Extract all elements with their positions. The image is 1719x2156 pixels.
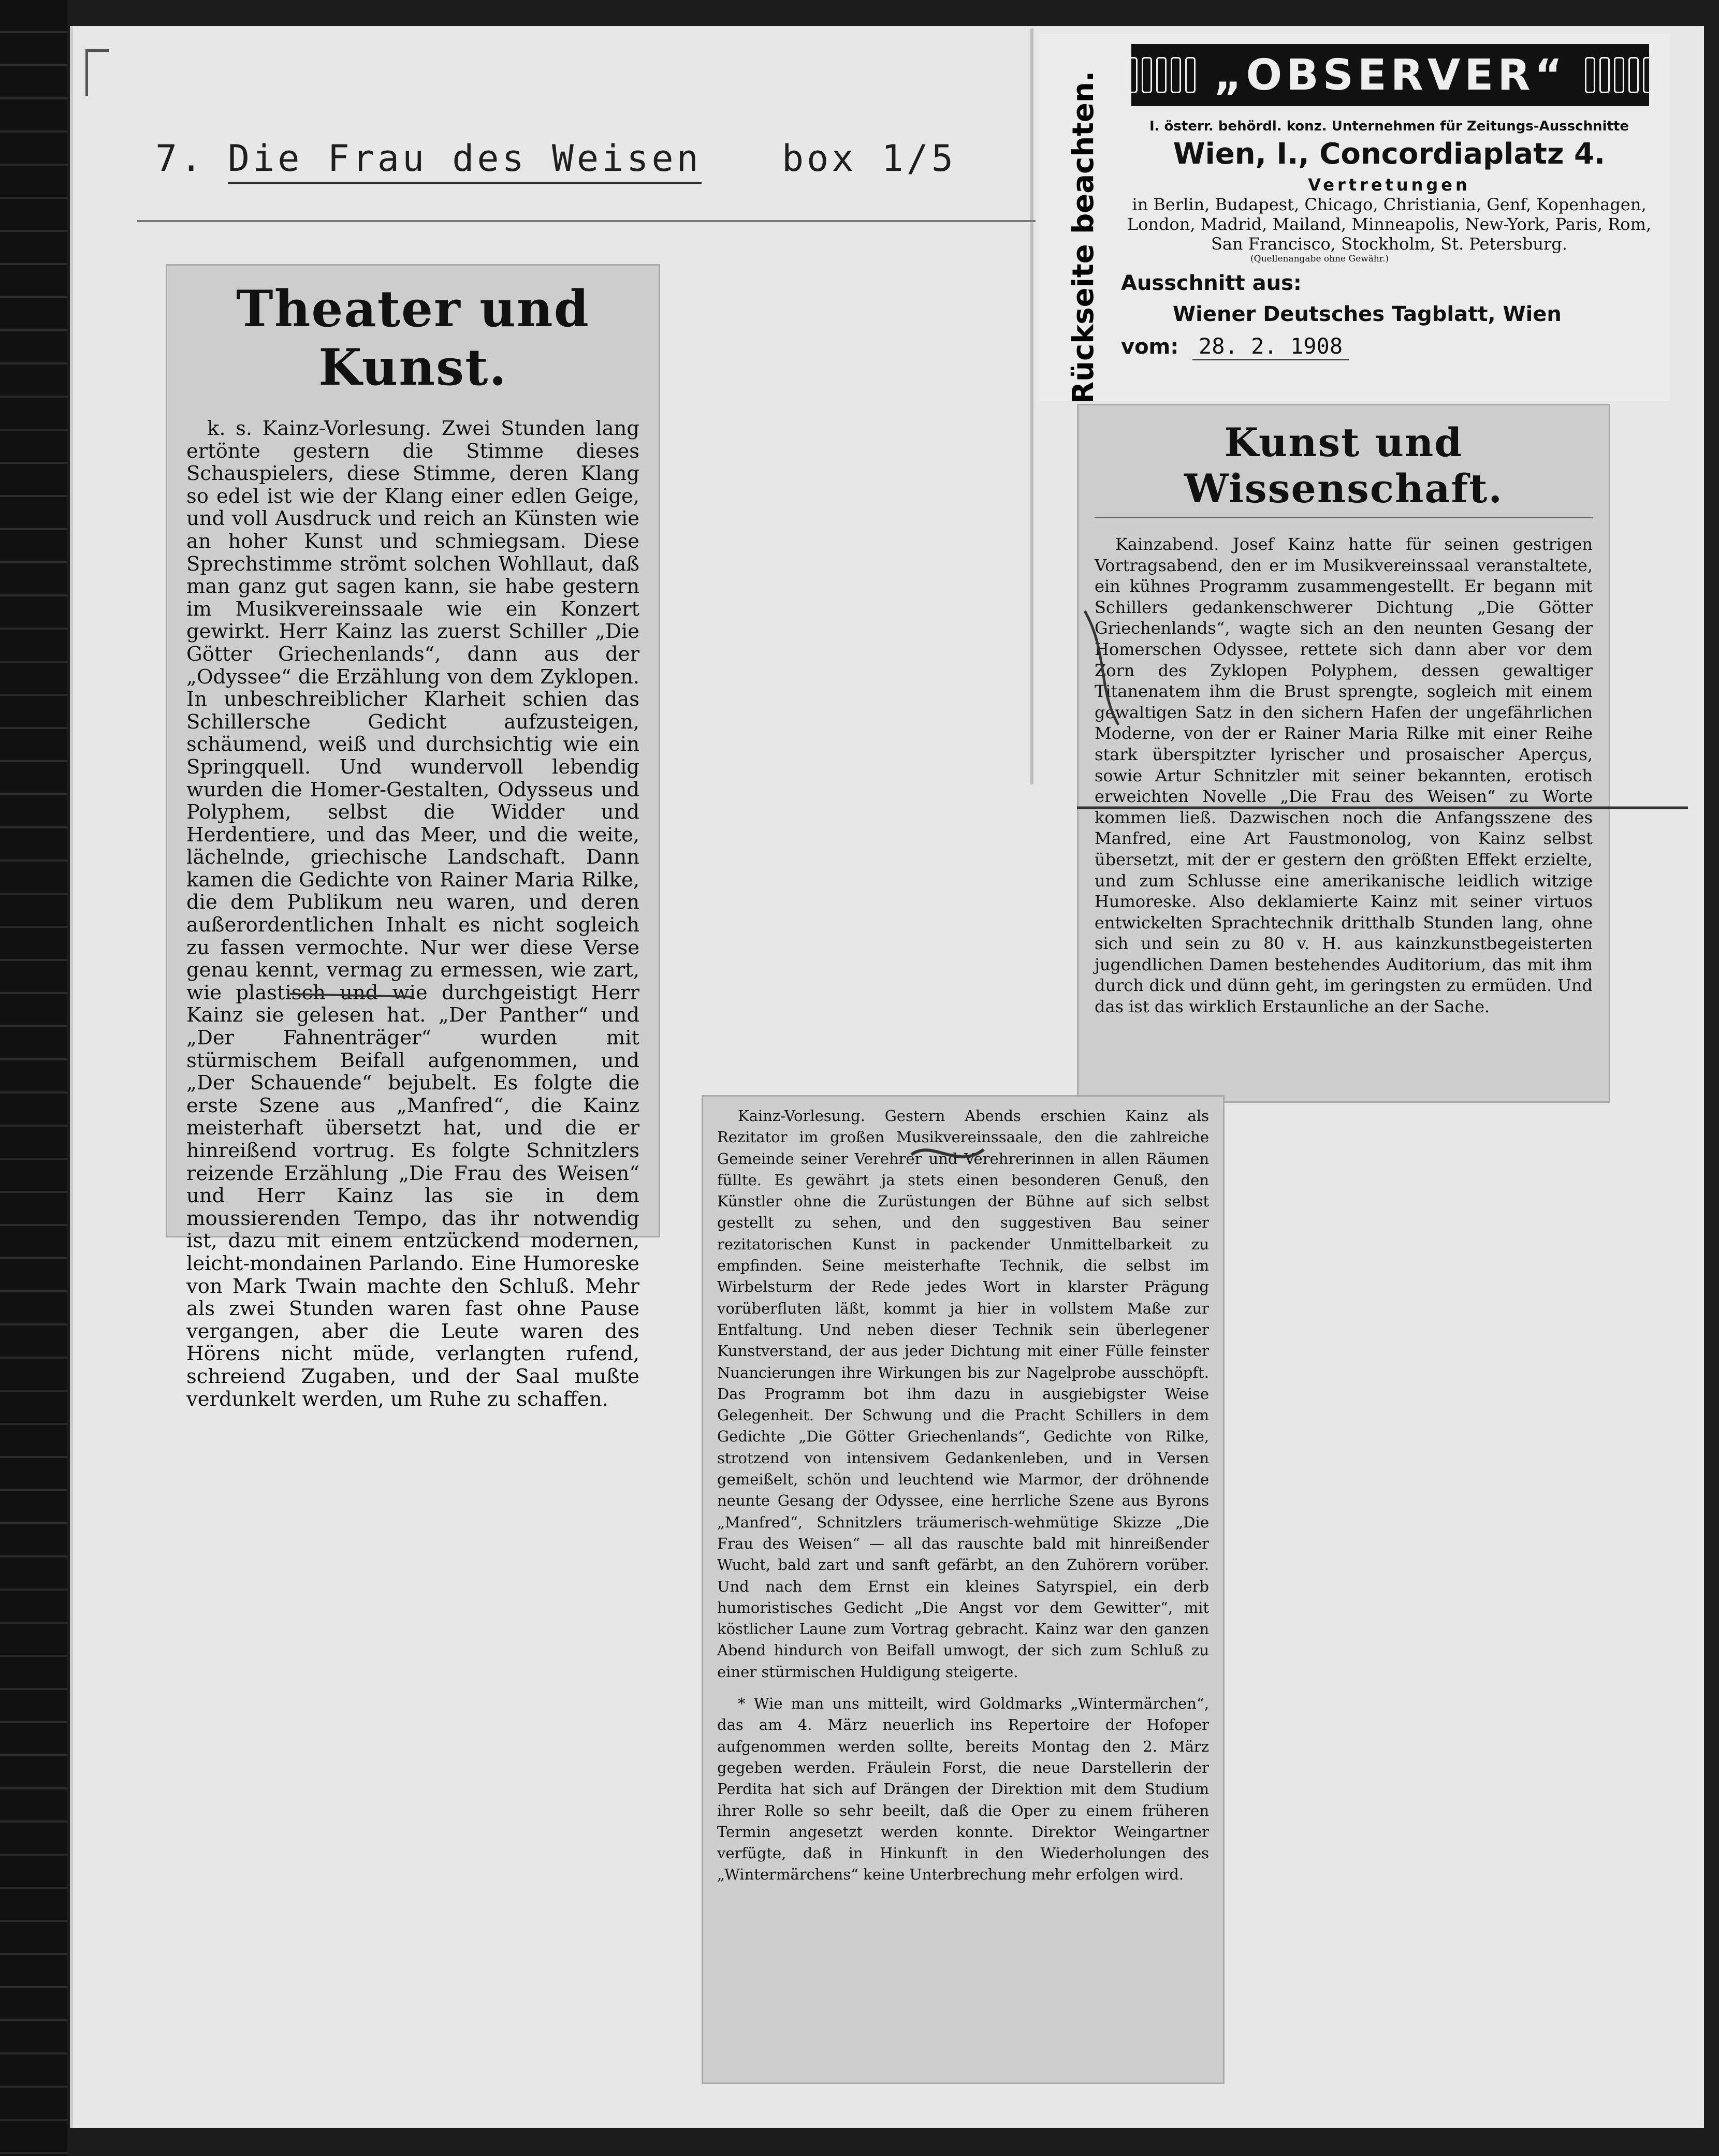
- header-rule: [137, 220, 1036, 222]
- film-edge: [0, 0, 67, 2156]
- observer-vertretungen: Vertretungen: [1308, 175, 1470, 195]
- observer-newspaper-row: [1121, 302, 1657, 326]
- observer-address: Wien, I., Concordiaplatz 4.: [1173, 137, 1606, 171]
- rueckseite-note: Rückseite beachten.: [1067, 71, 1100, 404]
- vom-label: vom:: [1121, 335, 1179, 359]
- clipping-headline: Kunst und Wissenschaft.: [1095, 419, 1593, 518]
- fold-line: [1030, 28, 1033, 784]
- observer-logo-text: „OBSERVER“: [1214, 50, 1567, 100]
- folder-title-text: Die Frau des Weisen: [228, 137, 702, 184]
- logo-ornament-right: [1585, 57, 1653, 93]
- clipping-kainz-vorlesung: [702, 1095, 1225, 2084]
- ausschnitt-label: Ausschnitt aus:: [1121, 271, 1302, 295]
- clipping-body: Kainzabend. Josef Kainz hatte für seinen gestrigen Vortragsabend, den er im Musikvereinssaal veranstaltete, ein kühnes Programm zusammengestellt. Er begann mit Schillers gedankenschwerer Dichtung „Die Götter Griechenlands“, wagte sich an den neunten Gesang der Homerschen Odyssee, rettete sich dann aber vor dem Zorn des Zyklopen Polyphem, dessen gewaltiger Titanenatem ihm die Brust sprengte, sogleich mit einem gewaltigen Satz in den sichern Hafen der ungefährlichen Moderne, von der er Rainer Maria Rilke mit einer Reihe stark überspitzter lyrischer und prosaischer Aperçus, sowie Artur Schnitzler mit seiner bekannten, erotisch erweichten Novelle „Die Frau des Weisen“ zu Worte kommen ließ. Dazwischen noch die Anfangsszene des Manfred, eine Art Faustmonolog, von Kainz selbst übersetzt, mit der er gestern den größten Effekt erzielte, und zum Schlusse eine amerikanische leidlich witzige Humoreske. Also deklamierte Kainz mit seiner virtuos entwickelten Sprachtechnik dritthalb Stunden lang, ohne sich und sein zu 80 v. H. aus kainzkunstbegeisterten jugendlichen Damen bestehendes Auditorium, das mit ihm durch dick und dünn geht, im geringsten zu ermüden. Und das ist das wirklich Erstaunliche an der Sache.: [1095, 534, 1593, 1017]
- box-label: box 1/5: [782, 137, 957, 180]
- observer-company: I. österr. behördl. konz. Unternehmen für Zeitungs-Ausschnitte: [1149, 119, 1629, 134]
- observer-ausschnitt-row: [1121, 271, 1657, 295]
- clipping-body: Kainz-Vorlesung. Gestern Abends erschien Kainz als Rezitator im großen Musikvereinssaale, den die zahlreiche Gemeinde seiner Verehrer und Verehrerinnen in allen Räumen füllte. Es gewährt ja stets einen besonderen Genuß, den Künstler ohne die Zurüstungen der Bühne auf sich selbst gestellt zu sehen, und den suggestiven Bau seiner rezitatorischen Kunst in packender Unmittelbarkeit zu empfinden. Seine meisterhafte Technik, die selbst im Wirbelsturm der Rede jedes Wort in klarster Prägung vorüberfluten läßt, kommt ja hier in vollstem Maße zur Entfaltung. Und neben dieser Technik sein überlegener Kunstverstand, der aus jeder Dichtung mit einer Fülle feinster Nuancierungen ihre Wirkungen bis zur Nagelprobe ausschöpft. Das Programm bot ihm dazu in ausgiebigster Weise Gelegenheit. Der Schwung und die Pracht Schillers in dem Gedichte „Die Götter Griechenlands“, Gedichte von Rilke, strotzend von intensivem Gedankenleben, und in Versen gemeißelt, schön und leuchtend wie Marmor, der dröhnende neunte Gesang der Odyssee, eine herrliche Szene aus Byrons „Manfred“, Schnitzlers träumerisch-wehmütige Skizze „Die Frau des Weisen“ — all das rauschte bald mit hinreißender Wucht, bald zart und sanft gefärbt, an den Zuhörern vorüber. Und nach dem Ernst ein kleines Satyrspiel, ein derb humoristisches Gedicht „Die Angst vor dem Gewitter“, mit köstlicher Laune zum Vortrag gebracht. Kainz war den ganzen Abend hindurch von Beifall umwogt, der sich zum Schluß zu einer stürmischen Huldigung steigerte.: [717, 1107, 1209, 1681]
- clipping-headline: Theater und Kunst.: [236, 280, 590, 397]
- clipping-kunst-und-wissenschaft: [1077, 404, 1610, 1103]
- clipping-notice: * Wie man uns mitteilt, wird Goldmarks „Wintermärchen“, das am 4. März neuerlich ins Repertoire der Hofoper aufgenommen werden sollte, bereits Montag den 2. März gegeben werden. Fräulein Forst, die neue Darstellerin der Perdita hat sich auf Drängen der Direktion mit dem Studium ihrer Rolle so sehr beeilt, daß die Oper zu einem früheren Termin angesetzt werden konnte. Direktor Weingartner verfügte, daß in Hinkunft in den Wiederholungen des „Wintermärchens“ keine Unterbrechung mehr erfolgen wird.: [717, 1695, 1209, 1884]
- observer-slip: [1038, 34, 1670, 401]
- logo-ornament-left: [1127, 57, 1196, 93]
- newspaper-name: Wiener Deutsches Tagblatt, Wien: [1173, 302, 1562, 326]
- observer-cities: in Berlin, Budapest, Chicago, Christiania, Genf, Kopenhagen, London, Madrid, Mailand, Minneapolis, New-York, Paris, Rom, San Francisco, Stockholm, St. Petersburg.: [1127, 195, 1652, 254]
- corner-mark: [85, 49, 109, 96]
- folder-title: [228, 137, 702, 180]
- clipping-date: 28. 2. 1908: [1192, 333, 1349, 360]
- observer-source-note: (Quellenangabe ohne Gewähr.): [1250, 254, 1389, 264]
- clipping-theater-und-kunst: [166, 264, 660, 1411]
- clipping-body: k. s. Kainz-Vorlesung. Zwei Stunden lang ertönte gestern die Stimme dieses Schauspielers, diese Stimme, deren Klang so edel ist wie der Klang einer edlen Geige, und voll Ausdruck und reich an Künsten wie an hoher Kunst und schmiegsam. Diese Sprechstimme strömt solchen Wohllaut, daß man ganz gut sagen kann, sie habe gestern im Musikvereinssaale wie ein Konzert gewirkt. Herr Kainz las zuerst Schiller „Die Götter Griechenlands“, dann aus der „Odyssee“ die Erzählung von dem Zyklopen. In unbeschreiblicher Klarheit schien das Schillersche Gedicht aufzusteigen, schäumend, weiß und durchsichtig wie ein Springquell. Und wundervoll lebendig wurden die Homer-Gestalten, Odysseus und Polyphem, selbst die Widder und Herdentiere, und das Meer, und die weite, lächelnde, griechische Landschaft. Dann kamen die Gedichte von Rainer Maria Rilke, die dem Publikum neu waren, und deren außerordentlichen Inhalt es nicht sogleich zu fassen vermochte. Nur wer diese Verse genau kennt, vermag zu ermessen, wie zart, wie plastisch und wie durchgeistigt Herr Kainz sie gelesen hat. „Der Panther“ und „Der Fahnenträger“ wurden mit stürmischem Beifall aufgenommen, und „Der Schauende“ bejubelt. Es folgte die erste Szene aus „Manfred“, die Kainz meisterhaft übersetzt hat, und die er hinreißend vortrug. Es folgte Schnitzlers reizende Erzählung „Die Frau des Weisen“ und Herr Kainz las sie in dem moussierenden Tempo, das ihr notwendig ist, dazu mit einem entzückend modernen, leicht-mondainen Parlando. Eine Humoreske von Mark Twain machte den Schluß. Mehr als zwei Stunden waren fast ohne Pause vergangen, aber die Leute waren des Hörens nicht müde, verlangten rufend, schreiend Zugaben, und der Saal mußte verdunkelt werden, um Ruhe zu schaffen.: [186, 417, 639, 1411]
- observer-side-strip: [1036, 47, 1098, 404]
- observer-logo: [1131, 44, 1649, 106]
- folder-number: 7.: [155, 137, 206, 180]
- observer-date-row: [1121, 333, 1657, 359]
